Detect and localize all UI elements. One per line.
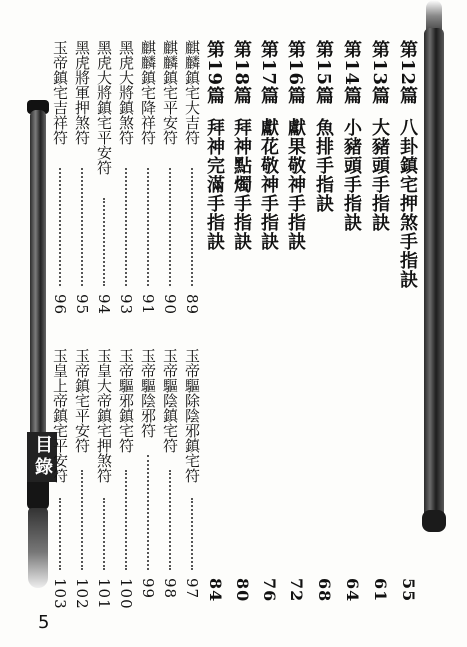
lower-entry[interactable]: 玉帝驅除陰邪鎮宅符 bbox=[183, 348, 201, 483]
upper-entry[interactable]: 黑虎大將鎮宅平安符 bbox=[95, 40, 113, 175]
chapter-number: 第18篇 bbox=[231, 40, 252, 106]
chapter-number: 第14篇 bbox=[341, 40, 362, 106]
lower-entry[interactable]: 玉帝驅陰鎮宅符 bbox=[161, 348, 179, 453]
entry-page: 98 bbox=[161, 578, 179, 600]
entry-page: 101 bbox=[95, 578, 113, 610]
chapter-number: 第13篇 bbox=[369, 40, 390, 106]
leader-dots bbox=[59, 168, 62, 286]
page-number: 5 bbox=[38, 612, 50, 633]
chapter-16[interactable] bbox=[286, 40, 304, 251]
lower-entry[interactable]: 玉皇上帝鎮宅平安符 bbox=[51, 348, 69, 483]
entry-page: 93 bbox=[117, 294, 135, 316]
chapter-number: 第15篇 bbox=[313, 40, 334, 106]
upper-entry[interactable]: 麒麟鎮宅大吉符 bbox=[183, 40, 201, 145]
chapter-page: 64 bbox=[343, 578, 362, 603]
leader-dots bbox=[81, 470, 84, 570]
upper-entry[interactable]: 麒麟鎮宅降祥符 bbox=[139, 40, 157, 145]
chapter-title: 魚排手指訣 bbox=[313, 118, 334, 214]
leader-dots bbox=[125, 470, 128, 570]
chapter-page: 68 bbox=[315, 578, 334, 603]
chapter-page: 76 bbox=[260, 578, 279, 603]
brush-tip-left bbox=[28, 508, 48, 588]
chapter-title: 拜神點燭手指訣 bbox=[231, 118, 252, 252]
brush-cap-right bbox=[422, 510, 446, 532]
entry-page: 102 bbox=[73, 578, 91, 610]
chapter-number: 第12篇 bbox=[397, 40, 418, 106]
leader-dots bbox=[191, 498, 194, 570]
chapter-13[interactable] bbox=[370, 40, 388, 232]
leader-dots bbox=[59, 498, 62, 570]
chapter-17[interactable] bbox=[259, 40, 277, 251]
entry-page: 89 bbox=[183, 294, 201, 316]
chapter-18[interactable] bbox=[232, 40, 250, 251]
calligraphy-brush-right bbox=[424, 28, 444, 528]
chapter-page: 80 bbox=[233, 578, 252, 603]
entry-page: 95 bbox=[73, 294, 91, 316]
chapter-14[interactable] bbox=[342, 40, 360, 232]
leader-dots bbox=[125, 168, 128, 286]
leader-dots bbox=[169, 470, 172, 570]
entry-page: 96 bbox=[51, 294, 69, 316]
entry-page: 99 bbox=[139, 578, 157, 600]
entry-page: 103 bbox=[51, 578, 69, 610]
chapter-page: 84 bbox=[206, 578, 225, 603]
entry-page: 90 bbox=[161, 294, 179, 316]
chapter-title: 八卦鎮宅押煞手指訣 bbox=[397, 118, 418, 290]
lower-entry[interactable]: 玉帝驅邪鎮宅符 bbox=[117, 348, 135, 453]
leader-dots bbox=[103, 498, 106, 570]
chapter-title: 大豬頭手指訣 bbox=[369, 118, 390, 233]
chapter-12[interactable] bbox=[398, 40, 416, 289]
chapter-number: 第17篇 bbox=[258, 40, 279, 106]
chapter-number: 第19篇 bbox=[204, 40, 225, 106]
entry-page: 94 bbox=[95, 294, 113, 316]
chapter-title: 獻果敬神手指訣 bbox=[285, 118, 306, 252]
leader-dots bbox=[169, 168, 172, 286]
chapter-title: 獻花敬神手指訣 bbox=[258, 118, 279, 252]
chapter-page: 61 bbox=[371, 578, 390, 603]
leader-dots bbox=[191, 168, 194, 286]
upper-entry[interactable]: 黑虎將軍押煞符 bbox=[73, 40, 91, 145]
chapter-15[interactable] bbox=[314, 40, 332, 213]
upper-entry[interactable]: 黑虎大將鎮煞符 bbox=[117, 40, 135, 145]
leader-dots bbox=[147, 455, 150, 570]
chapter-number: 第16篇 bbox=[285, 40, 306, 106]
chapter-title: 小豬頭手指訣 bbox=[341, 118, 362, 233]
chapter-19[interactable] bbox=[205, 40, 223, 251]
upper-entry[interactable]: 玉帝鎮宅吉祥符 bbox=[51, 40, 69, 145]
leader-dots bbox=[103, 198, 106, 286]
leader-dots bbox=[81, 168, 84, 286]
lower-entry[interactable]: 玉帝鎮宅平安符 bbox=[73, 348, 91, 453]
toc-heading: 目錄 bbox=[27, 432, 57, 482]
chapter-page: 72 bbox=[287, 578, 306, 603]
chapter-title: 拜神完滿手指訣 bbox=[204, 118, 225, 252]
leader-dots bbox=[147, 168, 150, 286]
entry-page: 91 bbox=[139, 294, 157, 316]
entry-page: 100 bbox=[117, 578, 135, 610]
entry-page: 97 bbox=[183, 578, 201, 600]
lower-entry[interactable]: 玉帝驅陰邪符 bbox=[139, 348, 157, 438]
chapter-page: 55 bbox=[399, 578, 418, 603]
lower-entry[interactable]: 玉皇大帝鎮宅押煞符 bbox=[95, 348, 113, 483]
upper-entry[interactable]: 麒麟鎮宅平安符 bbox=[161, 40, 179, 145]
